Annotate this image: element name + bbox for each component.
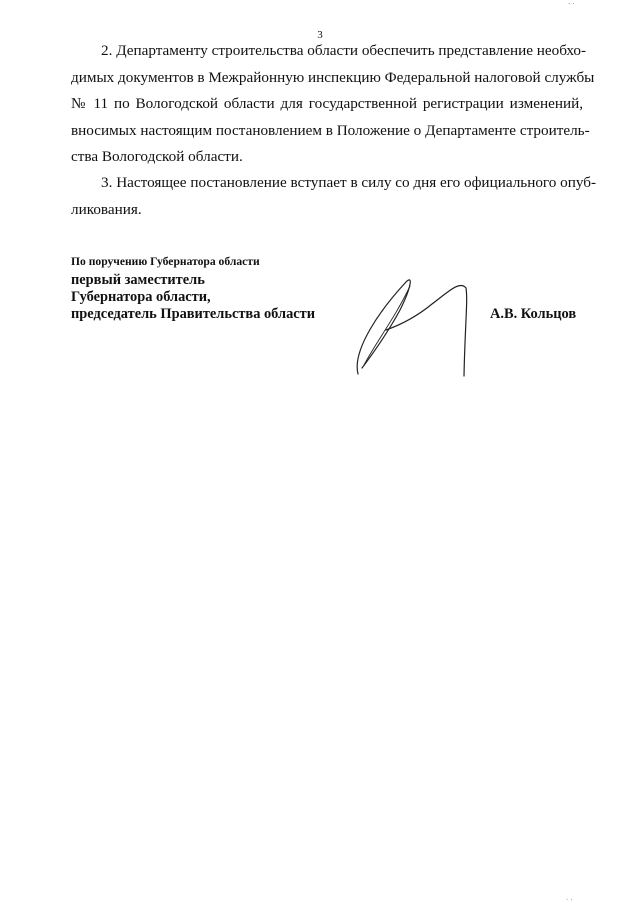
paragraph-3	[71, 170, 597, 223]
paragraph-line: димых документов в Межрайонную инспекцию Федеральной налоговой службы	[71, 68, 595, 86]
paragraph-line: 2. Департаменту строительства области обеспечить представление необхо-	[101, 42, 587, 59]
scan-mark: · ·	[568, 0, 575, 8]
paragraph-line: № 11 по Вологодской области для государственной регистрации изменений,	[71, 95, 583, 112]
paragraph-line: ства Вологодской области.	[71, 148, 243, 165]
page-number: 3	[317, 29, 323, 41]
signatory-title-line: председатель Правительства области	[71, 306, 316, 322]
signatory-title-line: первый заместитель	[71, 272, 205, 288]
paragraph-line: ликования.	[71, 200, 142, 218]
handwritten-signature	[340, 270, 480, 385]
signatory-title-line: Губернатора области,	[71, 289, 211, 305]
scan-mark: · ·	[566, 896, 573, 904]
paragraph-line: 3. Настоящее постановление вступает в силу со дня его официального опуб-	[101, 174, 597, 191]
paragraph-2	[71, 38, 595, 171]
signer-name: А.В. Кольцов	[490, 306, 577, 322]
paragraph-line: вносимых настоящим постановлением в Положение о Департаменте строитель-	[71, 121, 590, 139]
signature-instruction: По поручению Губернатора области	[71, 255, 260, 268]
